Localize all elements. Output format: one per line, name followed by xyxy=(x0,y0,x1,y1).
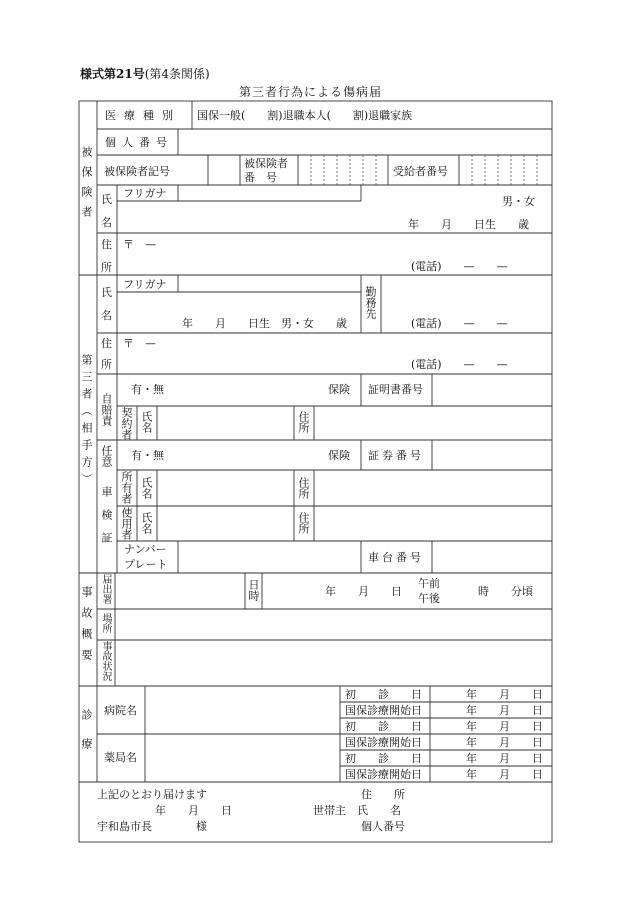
plate-label-2: プレート xyxy=(124,558,168,571)
page-title: 第三者行為による傷病届 xyxy=(239,85,383,99)
third-party-phone-home: (電話) — — xyxy=(411,358,508,371)
chassis-number-label: 車台番号 xyxy=(368,551,424,564)
insured-postal-mark: 〒 — xyxy=(123,238,156,251)
user-name-label: 氏名 xyxy=(140,512,153,534)
insured-name-label-2: 名 xyxy=(101,216,112,229)
owner-address-label: 住所 xyxy=(297,477,310,499)
footer-address-label: 住 所 xyxy=(361,788,405,801)
contractor-address-label: 住所 xyxy=(297,411,310,433)
third-party-name-label-1: 氏 xyxy=(101,286,112,299)
owner-label: 所有者 xyxy=(120,471,133,504)
vehicle-inspection-label: 車検証 xyxy=(100,486,113,555)
insured-symbol-label: 被保険者記号 xyxy=(104,165,170,178)
pharmacy-kokuho-start-label: 国保診療開始日 xyxy=(345,768,422,781)
police-station-label: 届出署 xyxy=(100,574,111,604)
accident-date-line: 年 月 日 xyxy=(325,585,402,598)
insured-number-label-2: 番 号 xyxy=(244,171,277,184)
hospital2-kokuho-start-label: 国保診療開始日 xyxy=(345,736,422,749)
accident-place-label: 場所 xyxy=(100,613,111,633)
pharmacy-first-visit-label: 初 診 日 xyxy=(345,752,422,765)
accident-section-label: 事故概要 xyxy=(80,586,93,670)
pharmacy-first-visit-date: 年 月 日 xyxy=(466,752,543,765)
user-address-label: 住所 xyxy=(297,512,310,534)
hospital2-kokuho-start-date: 年 月 日 xyxy=(466,736,543,749)
hospital-first-visit-date: 年 月 日 xyxy=(466,688,543,701)
voluntary-has[interactable]: 有・無 xyxy=(131,449,164,462)
footer-date-line: 年 月 日 xyxy=(155,804,232,817)
insured-birth-line: 年 月 日生 歳 xyxy=(408,218,529,231)
contractor-name-label: 氏名 xyxy=(140,411,153,433)
insured-furigana-label: フリガナ xyxy=(123,187,167,200)
voluntary-insurance-label: 任意 xyxy=(100,445,113,467)
insured-section-label: 被保険者 xyxy=(80,146,93,226)
individual-number-label: 個人番号 xyxy=(105,136,173,149)
footer-householder-label: 世帯主 氏 名 xyxy=(313,804,401,817)
insured-name-label-1: 氏 xyxy=(101,193,112,206)
third-party-address-label-2: 所 xyxy=(101,358,112,371)
datetime-label: 日時 xyxy=(247,579,260,601)
user-label: 使用者 xyxy=(120,507,133,540)
form-number-main: 様式第21号 xyxy=(80,67,145,81)
certificate-number-label: 証明書番号 xyxy=(368,383,423,396)
contractor-label: 契約者 xyxy=(120,407,133,440)
third-party-phone-work: (電話) — — xyxy=(411,317,508,330)
third-party-furigana-label: フリガナ xyxy=(123,278,167,291)
insured-phone: (電話) — — xyxy=(411,260,508,273)
am-label[interactable]: 午前 xyxy=(418,577,440,590)
pm-label[interactable]: 午後 xyxy=(418,592,440,605)
hospital2-first-visit-date: 年 月 日 xyxy=(466,720,543,733)
insured-sex[interactable]: 男・女 xyxy=(502,195,535,208)
footer-statement: 上記のとおり届けます xyxy=(97,788,207,801)
insured-address-label-2: 所 xyxy=(101,261,112,274)
compulsory-insurance-label: 自賠責 xyxy=(100,393,113,426)
form-number-sub: (第4条関係) xyxy=(144,67,210,81)
compulsory-has[interactable]: 有・無 xyxy=(131,383,164,396)
pharmacy-label: 薬局名 xyxy=(104,751,137,764)
insured-number-label-1: 被保険者 xyxy=(244,157,288,170)
recipient-number-label: 受給者番号 xyxy=(393,165,448,178)
third-party-address-label-1: 住 xyxy=(101,337,112,350)
voluntary-insurance-suffix: 保険 xyxy=(328,449,350,462)
insured-address-label-1: 住 xyxy=(101,238,112,251)
medical-type-options[interactable]: 国保一般( 割)退職本人( 割)退職家族 xyxy=(197,109,413,122)
workplace-label: 勤務先 xyxy=(364,286,377,319)
third-party-name-label-2: 名 xyxy=(101,309,112,322)
policy-number-label: 証券番号 xyxy=(368,449,424,462)
plate-label-1: ナンバー xyxy=(124,543,167,556)
hospital-first-visit-label: 初 診 日 xyxy=(345,688,422,701)
medical-type-label: 医療種別 xyxy=(105,109,181,122)
treatment-section-label: 診療 xyxy=(80,709,93,767)
accident-situation-label: 事故状況 xyxy=(100,641,111,681)
hospital-kokuho-start-label: 国保診療開始日 xyxy=(345,704,422,717)
hospital-label: 病院名 xyxy=(104,704,137,717)
pharmacy-kokuho-start-date: 年 月 日 xyxy=(466,768,543,781)
third-party-section-label: 第三者（相手方） xyxy=(80,354,93,490)
compulsory-insurance-suffix: 保険 xyxy=(328,383,350,396)
form-number xyxy=(80,68,210,80)
accident-time-line: 時 分頃 xyxy=(478,585,533,598)
hospital2-first-visit-label: 初 診 日 xyxy=(345,720,422,733)
owner-name-label: 氏名 xyxy=(140,477,153,499)
third-party-birth-line: 年 月 日生 男・女 歳 xyxy=(182,317,347,330)
footer-mayor: 宇和島市長 様 xyxy=(97,820,207,833)
footer-individual-number-label: 個人番号 xyxy=(361,820,405,833)
third-party-postal-mark: 〒 — xyxy=(123,337,156,350)
hospital-kokuho-start-date: 年 月 日 xyxy=(466,704,543,717)
